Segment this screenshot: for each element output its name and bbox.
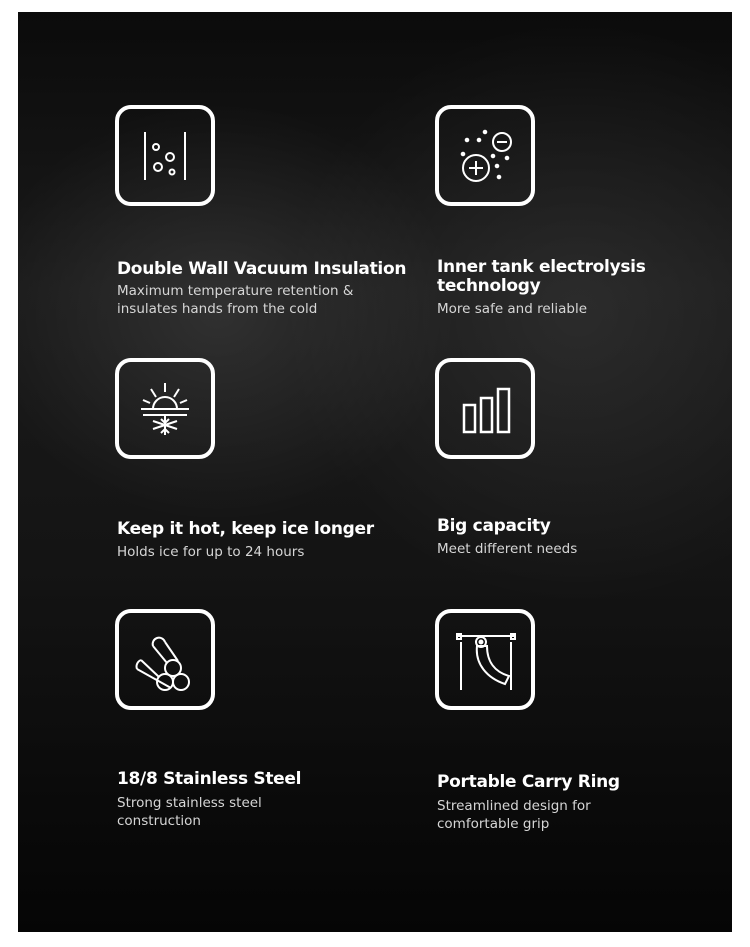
feature-description: More safe and reliable (437, 301, 588, 317)
bar-chart-icon (435, 358, 535, 459)
steel-rods-icon (115, 609, 215, 710)
feature-description: Maximum temperature retention & insulates hands from the cold (117, 283, 354, 317)
double-wall-icon (115, 105, 215, 206)
feature-description: Streamlined design for comfortable grip (437, 798, 591, 832)
feature-title: Keep it hot, keep ice longer (117, 519, 374, 539)
feature-panel (18, 12, 732, 932)
feature-title: Double Wall Vacuum Insulation (117, 259, 407, 279)
feature-title: Big capacity (437, 516, 551, 536)
feature-title: Portable Carry Ring (437, 772, 620, 792)
sun-snowflake-icon (115, 358, 215, 459)
feature-title: Inner tank electrolysis technology (437, 257, 646, 296)
electrolysis-icon (435, 105, 535, 206)
feature-title: 18/8 Stainless Steel (117, 769, 302, 789)
feature-description: Holds ice for up to 24 hours (117, 544, 305, 560)
carry-ring-icon (435, 609, 535, 710)
feature-description: Strong stainless steel construction (117, 795, 262, 829)
feature-description: Meet different needs (437, 541, 578, 557)
